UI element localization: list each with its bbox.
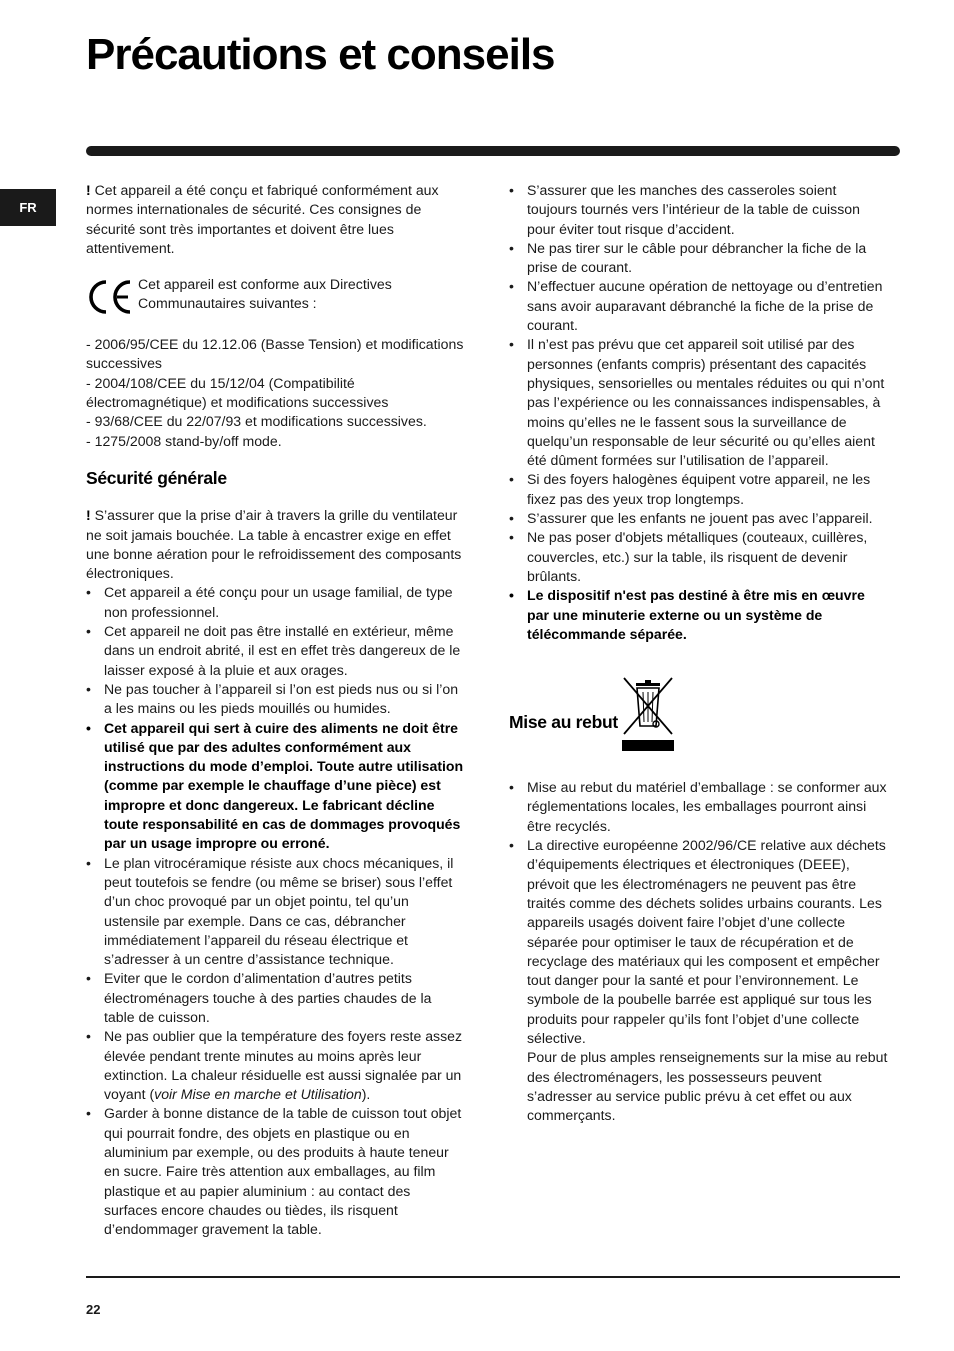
list-item: • Garder à bonne distance de la table de cuisson tout objet qui pourrait fondre, des objets en plastique ou en aluminium par exemple, ou des produits à haute teneur en sucre. Faire très attention aux emballages, au film plastique et au papier aluminium : au contact des surfaces encore chaudes ou tièdes, ils risquent d’endommager gravement la table. xyxy=(86,1104,464,1239)
list-item: • Mise au rebut du matériel d’emballage : se conformer aux réglementations locales, les emballages pourront ainsi être recyclés. xyxy=(509,778,888,836)
directive-line: - 93/68/CEE du 22/07/93 et modifications successives. xyxy=(86,413,427,430)
ce-compliance xyxy=(86,275,464,317)
page-title: Précautions et conseils xyxy=(86,30,555,79)
language-tab: FR xyxy=(0,189,56,226)
rebut-header xyxy=(509,676,888,752)
cross-reference: voir Mise en marche et Utilisation xyxy=(154,1086,362,1103)
ce-mark-icon xyxy=(86,277,134,317)
page-number: 22 xyxy=(86,1302,101,1317)
securite-list-right xyxy=(509,181,888,644)
title-rule xyxy=(86,146,900,156)
list-item: • Ne pas toucher à l’appareil si l’on est pieds nus ou si l’on a les mains ou les pieds mouillés ou humides. xyxy=(86,680,464,719)
list-item: • Cet appareil ne doit pas être installé en extérieur, même dans un endroit abrité, il est en effet très dangereux de le laisser exposé à la pluie et aux orages. xyxy=(86,622,464,680)
list-item: • Cet appareil a été conçu pour un usage familial, de type non professionnel. xyxy=(86,583,464,622)
directives-list xyxy=(86,335,464,451)
list-item: • Le plan vitrocéramique résiste aux chocs mécaniques, il peut toutefois se fendre (ou même se briser) sous l’effet d’un choc provoqué par un objet pointu, tel qu’un ustensile par exemple. Dans ce cas, débrancher immédiatement l’appareil du réseau électrique et s’adresser à un centre d’assistance technique. xyxy=(86,854,464,970)
securite-list-left xyxy=(86,583,464,1239)
right-column xyxy=(509,181,888,1125)
intro-paragraph: ! Cet appareil a été conçu et fabriqué conformément aux normes internationales de sécurité. Ces consignes de sécurité sont très importantes et doivent être lues attentivement. xyxy=(86,182,439,256)
rebut-list xyxy=(509,778,888,1048)
directive-line: - 2006/95/CEE du 12.12.06 (Basse Tension) et modifications successives xyxy=(86,336,464,372)
left-column xyxy=(86,181,464,1240)
warning-mark: ! xyxy=(86,182,91,198)
list-item: • Ne pas oublier que la température des foyers reste assez élevée pendant trente minutes au moins après leur extinction. La chaleur résiduelle est aussi signalée par un voyant (voir Mise en marche et Utilisation). xyxy=(86,1027,464,1104)
list-item: • S’assurer que les enfants ne jouent pas avec l’appareil. xyxy=(509,509,888,528)
section-heading-rebut: Mise au rebut xyxy=(509,711,618,732)
list-item: • Eviter que le cordon d’alimentation d’autres petits électroménagers touche à des parties chaudes de la table de cuisson. xyxy=(86,969,464,1027)
directive-line: - 1275/2008 stand-by/off mode. xyxy=(86,432,282,449)
rebut-extra-paragraph: Pour de plus amples renseignements sur la mise au rebut des électroménagers, les possesseurs peuvent s’adresser au service public prévu à cet effet ou aux commerçants. xyxy=(527,1049,888,1124)
list-item-important: • Le dispositif n'est pas destiné à être mis en œuvre par une minuterie externe ou un système de télécommande séparée. xyxy=(509,586,888,644)
directive-line: - 2004/108/CEE du 15/12/04 (Compatibilité électromagnétique) et modifications successives xyxy=(86,374,389,411)
crossed-bin-icon xyxy=(622,676,674,752)
footer-rule xyxy=(86,1276,900,1278)
list-item: • Il n’est pas prévu que cet appareil soit utilisé par des personnes (enfants compris) présentant des capacités physiques, sensorielles ou mentales réduites ou qui n’ont pas l’expérience ou les connaissances indispensables, à moins qu’elles ne le fassent sous la surveillance de quelqu’un responsable de leur sécurité ou qu’elles aient été dûment formées sur l’utilisation de l’appareil. xyxy=(509,335,888,470)
securite-intro: ! S’assurer que la prise d’air à travers la grille du ventilateur ne soit jamais bouchée. La table à encastrer exige en effet une bonne aération pour le refroidissement des composants électroniques. xyxy=(86,507,462,582)
list-item: • Si des foyers halogènes équipent votre appareil, ne les fixez pas des yeux trop longtemps. xyxy=(509,470,888,509)
list-item: • N’effectuer aucune opération de nettoyage ou d’entretien sans avoir auparavant débranché la fiche de la prise de courant. xyxy=(509,277,888,335)
ce-text: Cet appareil est conforme aux Directives Communautaires suivantes : xyxy=(138,276,392,312)
list-item-important: • Cet appareil qui sert à cuire des aliments ne doit être utilisé que par des adultes conformément aux instructions du mode d’emploi. Toute autre utilisation (comme par exemple le chauffage d’une pièce) est impropre et donc dangereux. Le fabricant décline toute responsabilité en cas de dommages provoqués par un usage impropre ou erroné. xyxy=(86,719,464,854)
list-item: • S’assurer que les manches des casseroles soient toujours tournés vers l’intérieur de la table de cuisson pour éviter tout risque d’accident. xyxy=(509,181,888,239)
list-item: • La directive européenne 2002/96/CE relative aux déchets d’équipements électriques et électroniques (DEEE), prévoit que les électroménagers ne peuvent pas être traités comme des déchets solides urbains courants. Les appareils usagés doivent faire l’objet d’une collecte séparée pour optimiser le taux de récupération et de recyclage des matériaux qui les composent et empêcher tout danger pour la santé et pour l’environnement. Le symbole de la poubelle barrée est appliqué sur tous les produits pour rappeler qu’ils font l’objet d’une collecte sélective. xyxy=(509,836,888,1048)
list-item: • Ne pas poser d'objets métalliques (couteaux, cuillères, couvercles, etc.) sur la table, ils risquent de devenir brûlants. xyxy=(509,528,888,586)
warning-mark: ! xyxy=(86,507,91,524)
list-item: • Ne pas tirer sur le câble pour débrancher la fiche de la prise de courant. xyxy=(509,239,888,278)
section-heading-securite: Sécurité générale xyxy=(86,467,227,488)
